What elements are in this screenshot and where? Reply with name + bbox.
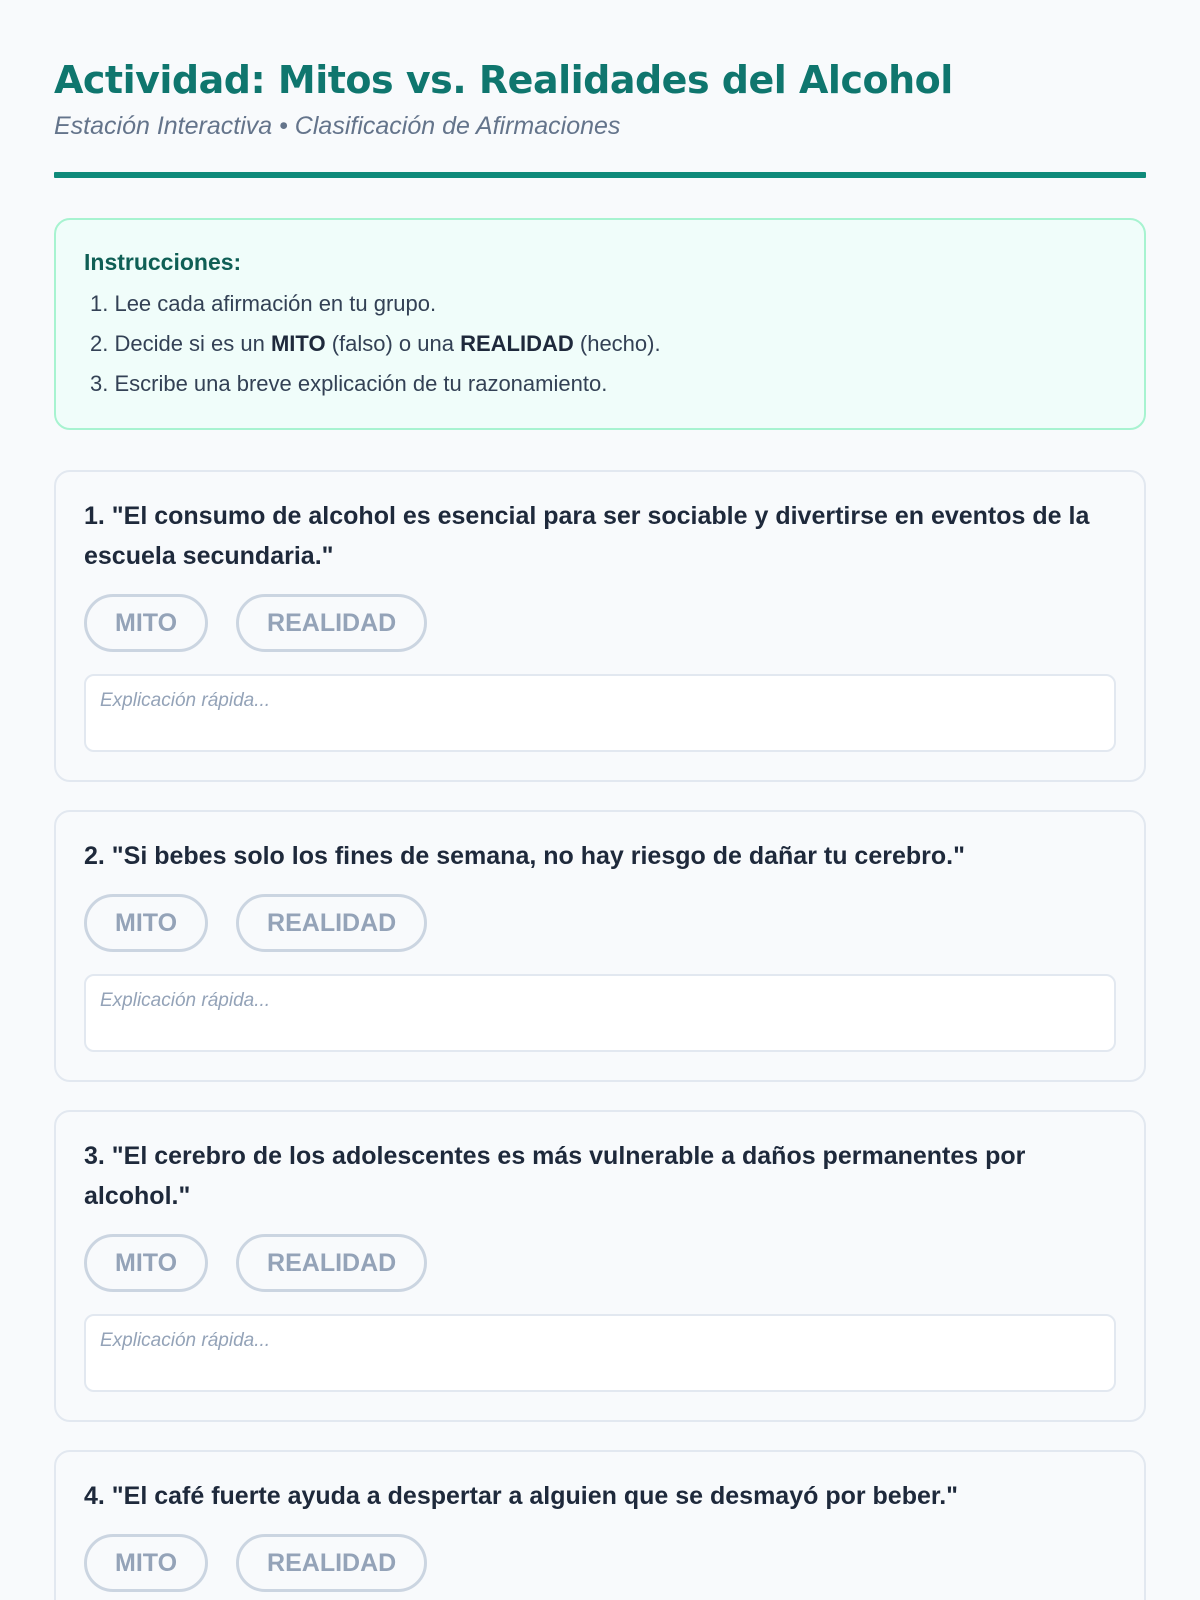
statement-card-2 (54, 810, 1146, 1082)
instructions-title: Instrucciones: (84, 249, 242, 275)
statement-text: 4. "El café fuerte ayuda a despertar a alguien que se desmayó por beber." (84, 1482, 959, 1510)
statement-text: 1. "El consumo de alcohol es esencial para ser sociable y divertirse en eventos de la escuela secundaria." (84, 502, 1090, 570)
answer-options (84, 894, 1116, 952)
explanation-input[interactable] (84, 1314, 1116, 1392)
answer-options (84, 1234, 1116, 1292)
page-header (54, 0, 1146, 178)
instruction-step-2-suffix: (hecho). (573, 331, 661, 356)
instructions-box (54, 218, 1146, 430)
header-divider (54, 172, 1146, 178)
instruction-step-3: 3. Escribe una breve explicación de tu razonamiento. (90, 371, 608, 396)
statement-card-4 (54, 1450, 1146, 1600)
instruction-realidad-term: REALIDAD (460, 331, 574, 356)
statement-text: 2. "Si bebes solo los fines de semana, no hay riesgo de dañar tu cerebro." (84, 842, 965, 870)
mito-button[interactable]: MITO (84, 1534, 208, 1592)
instruction-mito-term: MITO (270, 331, 326, 356)
answer-options (84, 594, 1116, 652)
mito-button[interactable]: MITO (84, 594, 208, 652)
explanation-input[interactable] (84, 974, 1116, 1052)
answer-options (84, 1534, 1116, 1592)
realidad-button[interactable]: REALIDAD (236, 594, 427, 652)
instructions-list (84, 284, 1116, 404)
instruction-step-2 (84, 324, 1116, 364)
page-subtitle: Estación Interactiva • Clasificación de Afirmaciones (54, 112, 621, 140)
mito-button[interactable]: MITO (84, 1234, 208, 1292)
realidad-button[interactable]: REALIDAD (236, 1534, 427, 1592)
statement-text: 3. "El cerebro de los adolescentes es más vulnerable a daños permanentes por alcohol." (84, 1142, 1026, 1210)
instruction-step-2-prefix: 2. Decide si es un (90, 331, 271, 356)
realidad-button[interactable]: REALIDAD (236, 1234, 427, 1292)
mito-button[interactable]: MITO (84, 894, 208, 952)
statement-card-1 (54, 470, 1146, 782)
explanation-input[interactable] (84, 674, 1116, 752)
instruction-step-1: 1. Lee cada afirmación en tu grupo. (90, 291, 437, 316)
page-title: Actividad: Mitos vs. Realidades del Alcohol (54, 58, 953, 102)
instruction-step-2-middle: (falso) o una (325, 331, 461, 356)
statement-card-3 (54, 1110, 1146, 1422)
realidad-button[interactable]: REALIDAD (236, 894, 427, 952)
